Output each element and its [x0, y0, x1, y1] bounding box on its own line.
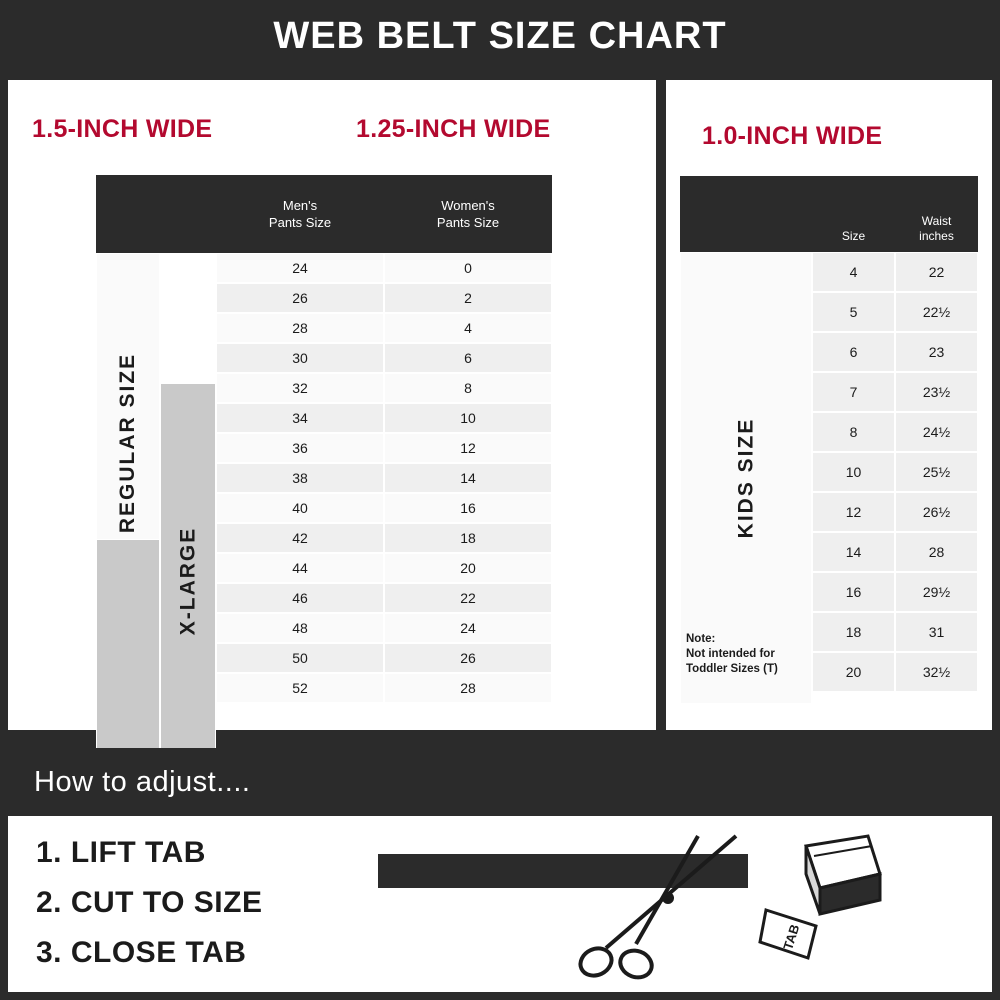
- table-row: [680, 252, 978, 292]
- cell-womens: 20: [384, 553, 552, 583]
- heading-1-25-inch: 1.25-INCH WIDE: [356, 115, 551, 143]
- table-row: [96, 343, 552, 373]
- cell-womens: 4: [384, 313, 552, 343]
- waist-header-line2: inches: [919, 229, 954, 243]
- cell-size: 4: [812, 252, 895, 292]
- table-row: [96, 403, 552, 433]
- cell-waist: 26½: [895, 492, 978, 532]
- table-row: [96, 673, 552, 703]
- cell-womens: 0: [384, 253, 552, 283]
- cell-waist: 23: [895, 332, 978, 372]
- how-to-adjust-steps-area: [8, 816, 992, 992]
- waist-header-line1: Waist: [921, 214, 952, 228]
- cell-waist: 25½: [895, 452, 978, 492]
- cell-mens: 38: [216, 463, 384, 493]
- adult-size-table: [96, 175, 552, 703]
- mens-header-line2: Pants Size: [268, 215, 332, 230]
- cell-waist: 23½: [895, 372, 978, 412]
- size-header-label: Size: [841, 229, 866, 243]
- cell-womens: 6: [384, 343, 552, 373]
- cell-mens: 24: [216, 253, 384, 283]
- cell-mens: 28: [216, 313, 384, 343]
- cell-mens: 36: [216, 433, 384, 463]
- table-row: [680, 452, 978, 492]
- womens-header-line1: Women's: [441, 198, 495, 213]
- cell-womens: 8: [384, 373, 552, 403]
- cell-mens: 26: [216, 283, 384, 313]
- tab-label: TAB: [780, 922, 803, 952]
- heading-1-5-inch: 1.5-INCH WIDE: [32, 115, 213, 143]
- table-row: [680, 412, 978, 452]
- cell-mens: 40: [216, 493, 384, 523]
- cell-womens: 28: [384, 673, 552, 703]
- table-row: [96, 283, 552, 313]
- cell-waist: 24½: [895, 412, 978, 452]
- regular-size-label: REGULAR SIZE: [116, 352, 139, 534]
- cell-waist: 28: [895, 532, 978, 572]
- kids-note-line2: Not intended for: [686, 648, 775, 660]
- adult-sizes-panel: [8, 80, 656, 730]
- cell-size: 8: [812, 412, 895, 452]
- column-header-waist: [895, 176, 978, 252]
- header-spacer: [96, 175, 216, 253]
- kids-sizes-panel: [666, 80, 992, 730]
- cell-womens: 16: [384, 493, 552, 523]
- x-large-label: X-LARGE: [176, 526, 199, 636]
- cell-womens: 14: [384, 463, 552, 493]
- cell-waist: 32½: [895, 652, 978, 692]
- table-row: [680, 332, 978, 372]
- table-row: [96, 313, 552, 343]
- heading-1-0-inch: 1.0-INCH WIDE: [702, 122, 883, 150]
- cell-size: 12: [812, 492, 895, 532]
- steps-list: [36, 828, 262, 978]
- kids-table-header: [680, 176, 978, 252]
- cell-size: 7: [812, 372, 895, 412]
- table-row: [96, 493, 552, 523]
- cell-waist: 31: [895, 612, 978, 652]
- cell-womens: 2: [384, 283, 552, 313]
- cell-mens: 30: [216, 343, 384, 373]
- cell-womens: 26: [384, 643, 552, 673]
- how-to-adjust-bar: [8, 748, 992, 816]
- cell-waist: 29½: [895, 572, 978, 612]
- cell-mens: 32: [216, 373, 384, 403]
- table-row: [96, 433, 552, 463]
- cell-size: 20: [812, 652, 895, 692]
- table-row: [96, 553, 552, 583]
- cell-mens: 42: [216, 523, 384, 553]
- step-2: 2. CUT TO SIZE: [36, 886, 263, 919]
- kids-size-table: [680, 176, 978, 692]
- column-header-mens: [216, 175, 384, 253]
- cell-mens: 46: [216, 583, 384, 613]
- cell-size: 10: [812, 452, 895, 492]
- belt-illustration: [368, 826, 968, 986]
- cell-waist: 22: [895, 252, 978, 292]
- step-3: 3. CLOSE TAB: [36, 936, 247, 969]
- table-row: [96, 373, 552, 403]
- womens-header-line2: Pants Size: [436, 215, 500, 230]
- table-row: [680, 372, 978, 412]
- kids-note-line1: Note:: [686, 633, 716, 645]
- header-spacer: [680, 176, 812, 252]
- cell-womens: 24: [384, 613, 552, 643]
- table-row: [680, 532, 978, 572]
- table-row: [96, 613, 552, 643]
- page-title: WEB BELT SIZE CHART: [273, 14, 727, 57]
- cell-womens: 10: [384, 403, 552, 433]
- cell-womens: 12: [384, 433, 552, 463]
- kids-size-label: KIDS SIZE: [734, 417, 757, 539]
- cell-mens: 34: [216, 403, 384, 433]
- tab-flag-icon: [760, 910, 816, 958]
- cell-size: 14: [812, 532, 895, 572]
- table-row: [96, 583, 552, 613]
- step-1: 1. LIFT TAB: [36, 836, 206, 869]
- table-row: [680, 572, 978, 612]
- cell-womens: 18: [384, 523, 552, 553]
- column-header-size: [812, 176, 895, 252]
- cell-mens: 44: [216, 553, 384, 583]
- table-row: [680, 292, 978, 332]
- adult-table-header: [96, 175, 552, 253]
- belt-buckle-icon: [806, 836, 880, 914]
- column-header-womens: [384, 175, 552, 253]
- header-bar: [0, 0, 1000, 72]
- table-row: [680, 492, 978, 532]
- cell-mens: 48: [216, 613, 384, 643]
- cell-mens: 50: [216, 643, 384, 673]
- cell-mens: 52: [216, 673, 384, 703]
- cell-size: 6: [812, 332, 895, 372]
- table-row: [96, 463, 552, 493]
- cell-size: 5: [812, 292, 895, 332]
- table-row: [96, 253, 552, 283]
- table-row: [96, 523, 552, 553]
- kids-note-line3: Toddler Sizes (T): [686, 663, 778, 675]
- how-to-adjust-title: How to adjust....: [34, 765, 251, 798]
- mens-header-line1: Men's: [282, 198, 318, 213]
- kids-note: [686, 632, 778, 677]
- table-row: [96, 643, 552, 673]
- cell-size: 16: [812, 572, 895, 612]
- cell-womens: 22: [384, 583, 552, 613]
- cell-waist: 22½: [895, 292, 978, 332]
- cell-size: 18: [812, 612, 895, 652]
